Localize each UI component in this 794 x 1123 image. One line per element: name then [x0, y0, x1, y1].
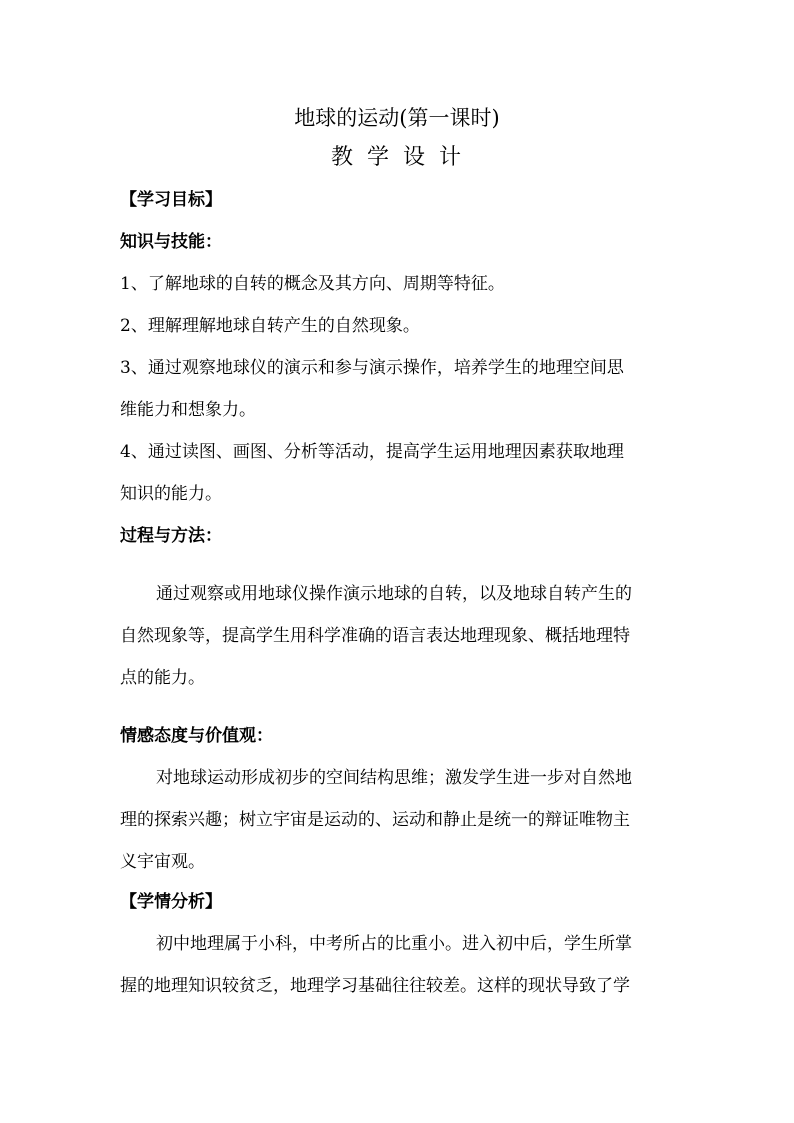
process-paragraph-line: 通过观察或用地球仪操作演示地球的自转，以及地球自转产生的: [156, 584, 632, 604]
analysis-paragraph-line: 初中地理属于小科，中考所占的比重小。进入初中后，学生所掌: [156, 934, 632, 954]
process-paragraph-line: 点的能力。: [120, 668, 205, 688]
document-subtitle: 教学设计: [330, 145, 475, 170]
emotion-paragraph-line: 义宇宙观。: [120, 852, 205, 872]
knowledge-item: 3、通过观察地球仪的演示和参与演示操作，培养学生的地理空间思: [120, 358, 624, 378]
knowledge-item-continued: 知识的能力。: [120, 484, 222, 504]
emotion-heading: 情感态度与价值观：: [120, 726, 273, 746]
knowledge-heading: 知识与技能：: [120, 232, 222, 252]
process-heading: 过程与方法：: [120, 526, 222, 546]
emotion-paragraph-line: 理的探索兴趣；树立宇宙是运动的、运动和静止是统一的辩证唯物主: [120, 810, 630, 830]
process-paragraph-line: 自然现象等，提高学生用科学准确的语言表达地理现象、概括地理特: [120, 626, 630, 646]
knowledge-item-continued: 维能力和想象力。: [120, 400, 256, 420]
section-heading-objectives: 【学习目标】: [120, 190, 222, 210]
document-title: 地球的运动(第一课时): [294, 106, 500, 130]
knowledge-item: 2、理解理解地球自转产生的自然现象。: [120, 316, 420, 336]
knowledge-item: 4、通过读图、画图、分析等活动，提高学生运用地理因素获取地理: [120, 442, 624, 462]
section-heading-analysis: 【学情分析】: [120, 892, 222, 912]
emotion-paragraph-line: 对地球运动形成初步的空间结构思维；激发学生进一步对自然地: [156, 768, 632, 788]
analysis-paragraph-line: 握的地理知识较贫乏，地理学习基础往往较差。这样的现状导致了学: [120, 976, 630, 996]
knowledge-item: 1、了解地球的自转的概念及其方向、周期等特征。: [120, 274, 505, 294]
